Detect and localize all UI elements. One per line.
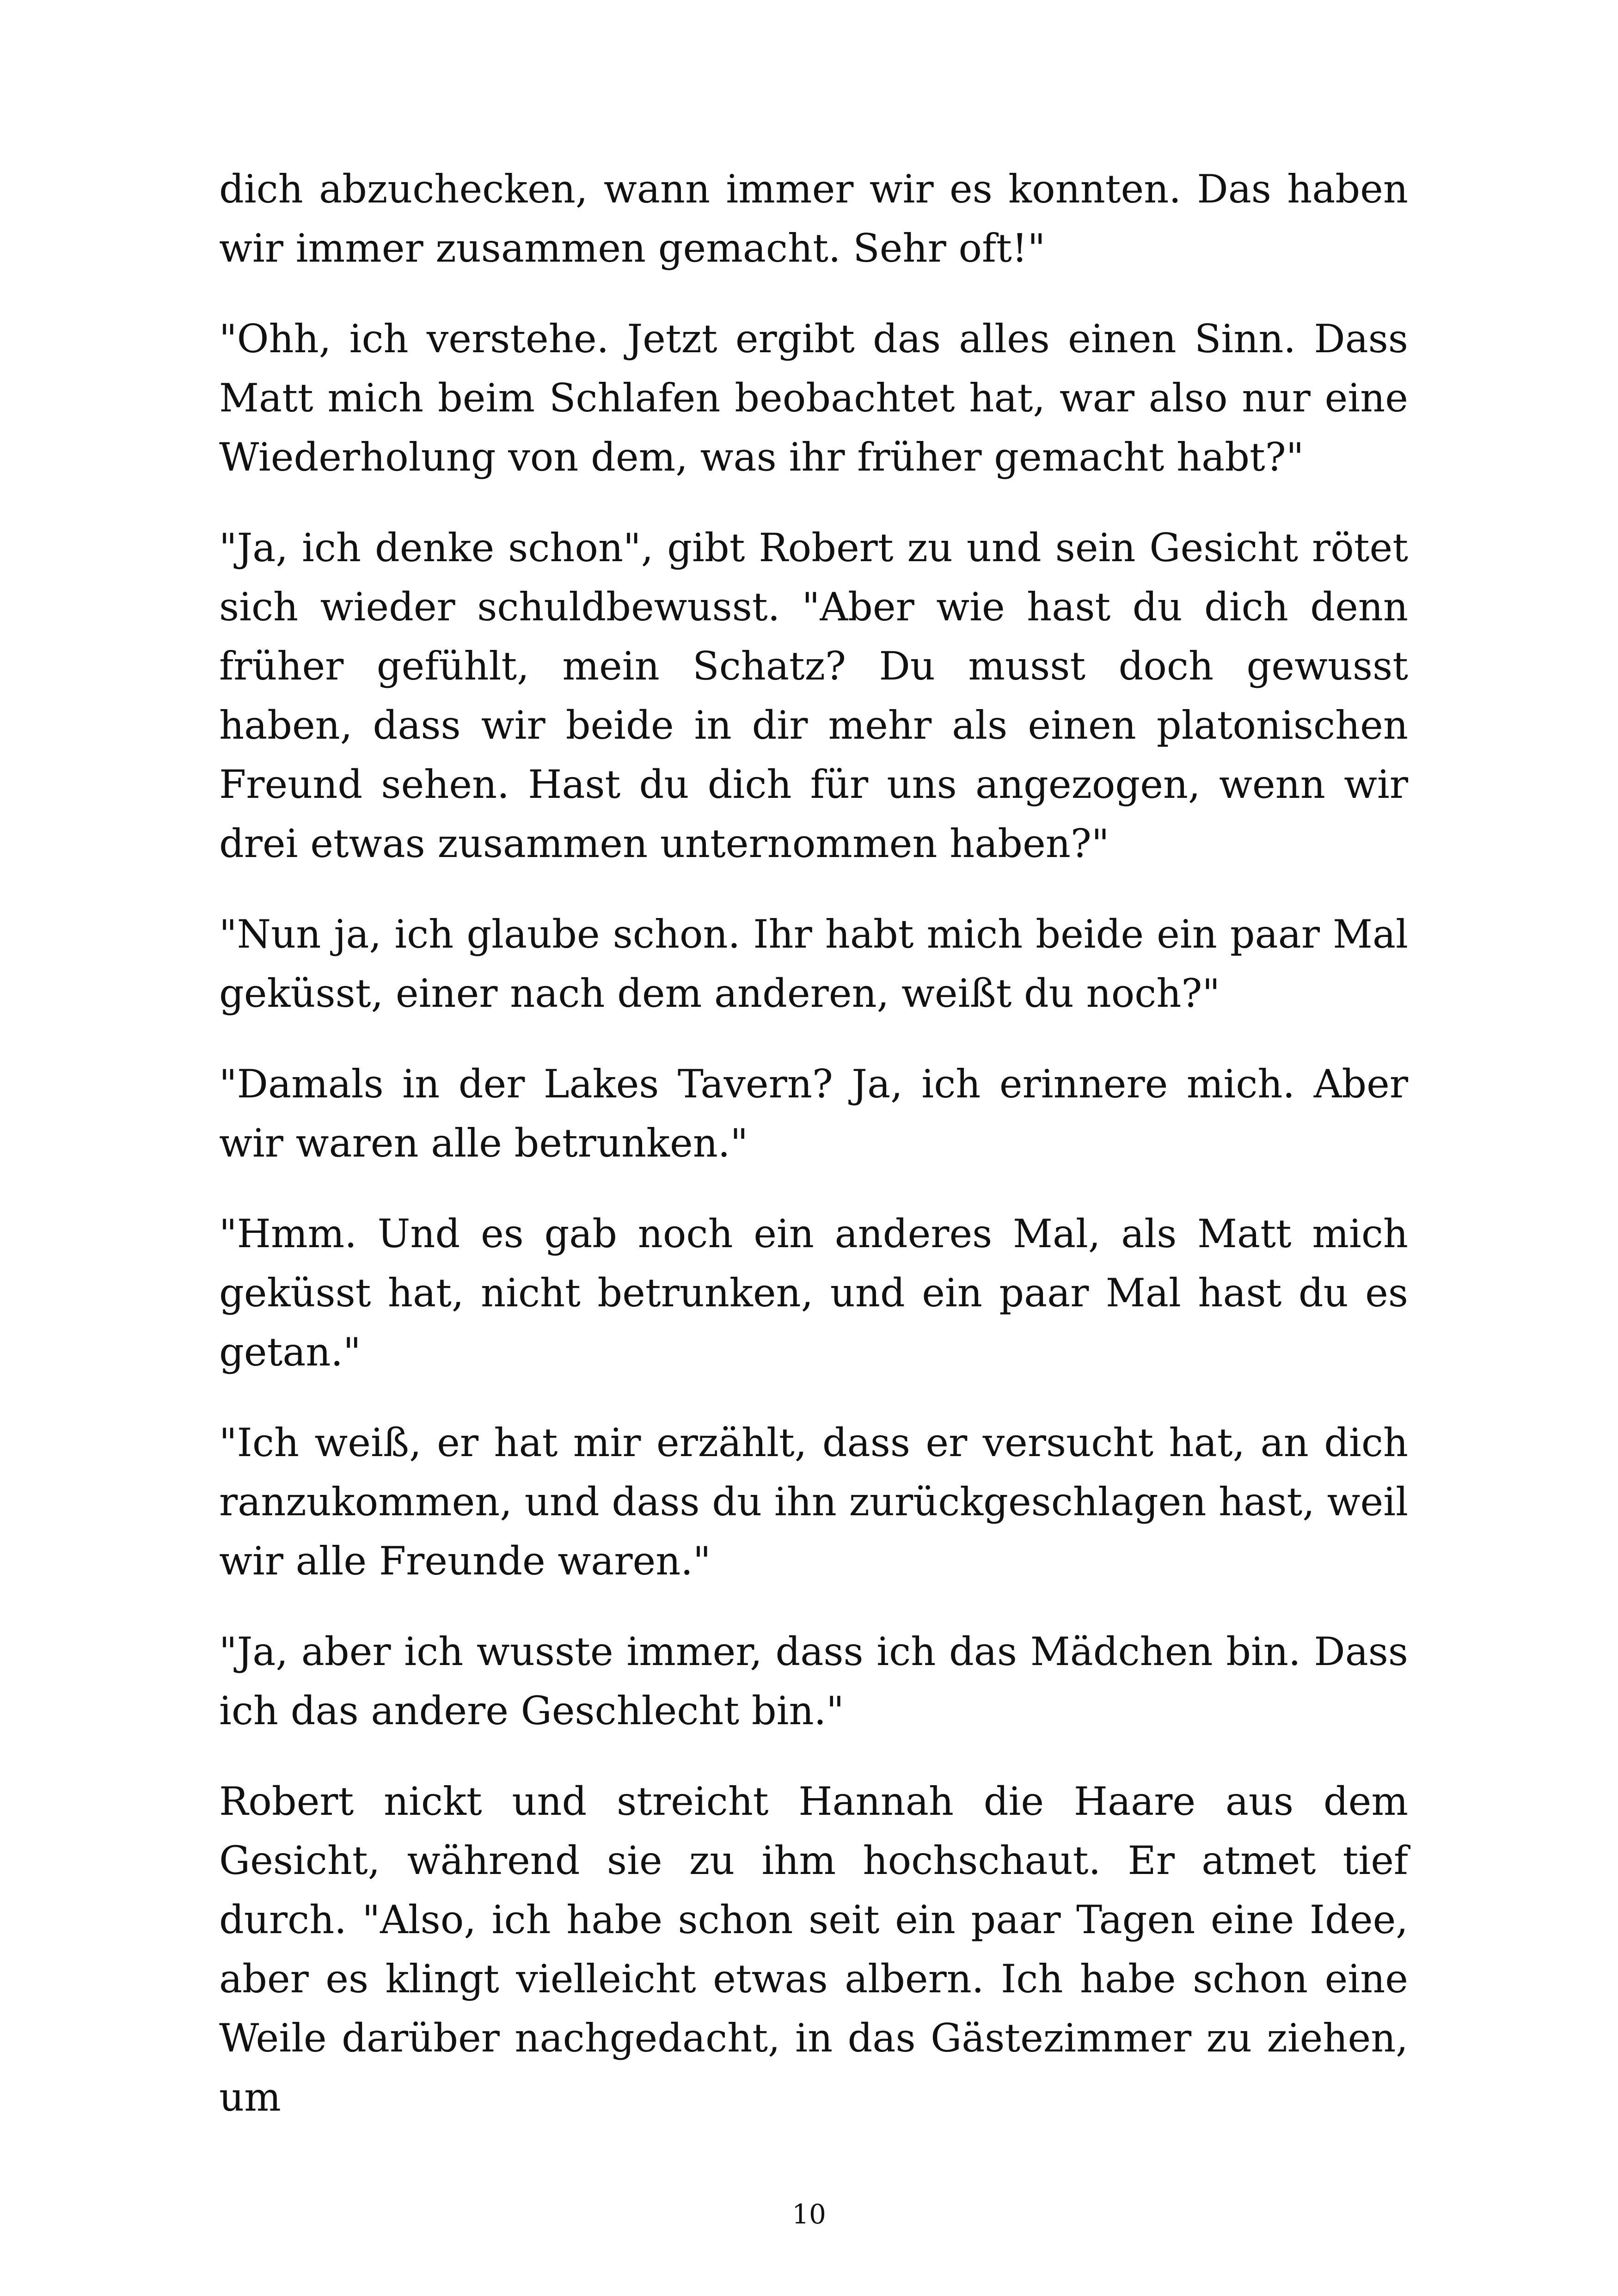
paragraph-8: "Ja, aber ich wusste immer, dass ich das Mädchen bin. Dass ich das andere Geschlecht bin." — [219, 1629, 1408, 1733]
page-number: 10 — [792, 2198, 826, 2230]
paragraph-7: "Ich weiß, er hat mir erzählt, dass er versucht hat, an dich ranzukommen, und dass du ihn zurückgeschlagen hast, weil wir alle Freunde waren." — [219, 1420, 1408, 1584]
paragraph-5: "Damals in der Lakes Tavern? Ja, ich erinnere mich. Aber wir waren alle betrunken." — [219, 1061, 1408, 1166]
paragraph-4: "Nun ja, ich glaube schon. Ihr habt mich beide ein paar Mal geküsst, einer nach dem anderen, weißt du noch?" — [219, 912, 1408, 1016]
paragraph-9: Robert nickt und streicht Hannah die Haare aus dem Gesicht, während sie zu ihm hochschaut. Er atmet tief durch. "Also, ich habe schon seit ein paar Tagen eine Idee, aber es klingt vielleicht etwas albern. Ich habe schon eine Weile darüber nachgedacht, in das Gästezimmer zu ziehen, um — [219, 1779, 1408, 2120]
paragraph-6: "Hmm. Und es gab noch ein anderes Mal, als Matt mich geküsst hat, nicht betrunken, und ein paar Mal hast du es getan." — [219, 1211, 1408, 1375]
paragraph-3: "Ja, ich denke schon", gibt Robert zu und sein Gesicht rötet sich wieder schuldbewusst. "Aber wie hast du dich denn früher gefühlt, mein Schatz? Du musst doch gewusst haben, dass wir beide in dir mehr als einen platonischen Freund sehen. Hast du dich für uns angezogen, wenn wir drei etwas zusammen unternommen haben?" — [219, 525, 1408, 866]
body-text — [219, 159, 1408, 2158]
paragraph-1: dich abzuchecken, wann immer wir es konnten. Das haben wir immer zusammen gemacht. Sehr oft!" — [219, 166, 1408, 271]
paragraph-2: "Ohh, ich verstehe. Jetzt ergibt das alles einen Sinn. Dass Matt mich beim Schlafen beobachtet hat, war also nur eine Wiederholung von dem, was ihr früher gemacht habt?" — [219, 316, 1408, 480]
